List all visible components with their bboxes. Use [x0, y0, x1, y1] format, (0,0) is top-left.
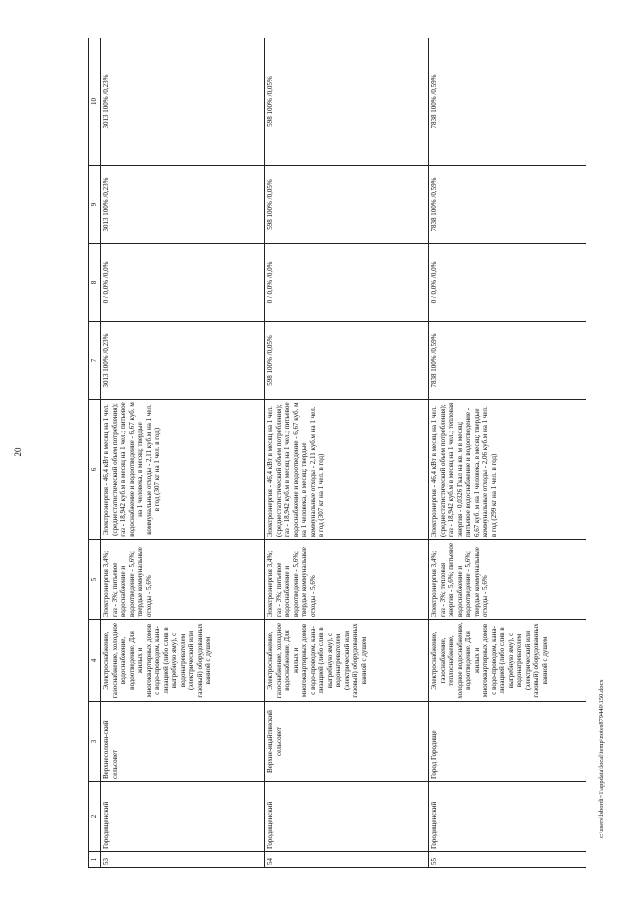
row-number: 53: [101, 852, 265, 868]
growth-cell: Электроэнергия 3,4%; газ - 3%; питьевое водоснабжение и водоотведение - 5,6%; твердые коммунальные отходы - 5,6%: [265, 540, 429, 620]
norms-cell: Электроэнергия - 46,4 кВт в месяц на 1 чел. (среднестатистический объем потребления); газ - 18,942 куб.м в месяц на 1 чел.; питьевое водоснабжение и водоотведение - 6,67 куб. м на 1 человека, в месяц; твердые коммунальные отходы - 2,11 куб.м на 1 чел. в год (307 кг на 1 чел. в год): [101, 400, 265, 540]
rotated-table-frame: [88, 38, 586, 868]
growth-cell: Электроэнергия 3,4%; газ - 3%; тепловая энергия - 5,6%; питьевое водоснабжение и водоотведение - 5,6%; твердые коммунальные отходы - 5,6%: [429, 540, 587, 620]
header-cell: 7: [89, 322, 101, 400]
header-cell: 8: [89, 244, 101, 322]
district-cell: Городищенский: [101, 782, 265, 852]
header-cell: 1: [89, 852, 101, 868]
col7-cell: 598 100% /0,05%: [265, 322, 429, 400]
col9-cell: 598 100% /0,05%: [265, 166, 429, 244]
header-cell: 10: [89, 38, 101, 166]
data-table: [88, 38, 586, 868]
col10-cell: 598 100% /0,05%: [265, 38, 429, 166]
col10-cell: 3013 100% /0,23%: [101, 38, 265, 166]
header-cell: 6: [89, 400, 101, 540]
col9-cell: 7838 100% /0,59%: [429, 166, 587, 244]
norms-cell: Электроэнергия - 46,4 кВт в месяц на 1 чел. (среднестатистический объем потребления); газ - 18,942 куб.м в месяц на 1 чел.; тепловая энергия - 0,0326 Гкал на кв. м в месяц; питьевое водоснабжение и водоотведение - 6,67 куб. м на 1 человека, в месяц; твердые коммунальные отходы - 2,06 куб.м на 1 чел. в год (299 кг на 1 чел. в год): [429, 400, 587, 540]
table-row: [265, 38, 429, 868]
services-cell: Электроснабжение, газоснабжение, холодное водоснабжение. Для жилых и многоквартирных домов с водо-проводом, кана-лизацией (либо слив в выгребную яму), с водонагревателем (электрический или газовый) оборудованных ванной с душем: [265, 620, 429, 702]
header-cell: 5: [89, 540, 101, 620]
settlement-cell: Город Городище: [429, 702, 587, 782]
district-cell: Городищенский: [429, 782, 587, 852]
table-row: [429, 38, 587, 868]
page-number: 20: [13, 447, 23, 457]
col8-cell: 0 / 0,0% /0,0%: [429, 244, 587, 322]
header-cell: 2: [89, 782, 101, 852]
district-cell: Городищенский: [265, 782, 429, 852]
norms-cell: Электроэнергия - 46,4 кВт в месяц на 1 чел. (среднестатистический объем потребления); газ - 18,942 куб.м в месяц на 1 чел.; питьевое водоснабжение и водоотведение - 6,67 куб. м на 1 человека, в месяц; твердые коммунальные отходы - 2,11 куб.м на 1 чел. в год (307 кг на 1 чел. в год): [265, 400, 429, 540]
services-cell: Электроснабжение, газоснабжение, теплоснабжение, холодное водоснабжение, водоотведение. Для жилых и многоквартирных домов с водо-проводом, кана-лизацией (либо слив в выгребную яму), с водонагревателем (электрический или газовый) оборудованных ванной с душем: [429, 620, 587, 702]
row-number: 55: [429, 852, 587, 868]
col8-cell: 0 / 0,0% /0,0%: [101, 244, 265, 322]
header-cell: 3: [89, 702, 101, 782]
col7-cell: 7838 100% /0,59%: [429, 322, 587, 400]
header-cell: 9: [89, 166, 101, 244]
col9-cell: 3013 100% /0,23%: [101, 166, 265, 244]
header-row: [89, 38, 101, 868]
services-cell: Электроснабжение, газоснабжение, холодное водоснабжение, водоотведение. Для жилых и многоквартирных домов с водо-проводом, кана-лизацией (либо слив в выгребную яму), с водонагревателем (электрический или газовый) оборудованных ванной с душем: [101, 620, 265, 702]
table-container: [88, 38, 586, 868]
col8-cell: 0 / 0,0% /0,0%: [265, 244, 429, 322]
row-number: 54: [265, 852, 429, 868]
footer-file-path: c:\users\lsbordi~1\appdata\local\temp\notes879440\150.docx: [598, 679, 605, 838]
table-row: [101, 38, 265, 868]
growth-cell: Электроэнергия 3,4%; газ - 3%; питьевое водоснабжение и водоотведение - 5,6%; твердые коммунальные отходы - 5,6%: [101, 540, 265, 620]
col10-cell: 7838 100% /0,59%: [429, 38, 587, 166]
col7-cell: 3013 100% /0,23%: [101, 322, 265, 400]
settlement-cell: Верхне-ицайтинский сельсовет: [265, 702, 429, 782]
settlement-cell: Верхнесолоян-ский сельсовет: [101, 702, 265, 782]
header-cell: 4: [89, 620, 101, 702]
